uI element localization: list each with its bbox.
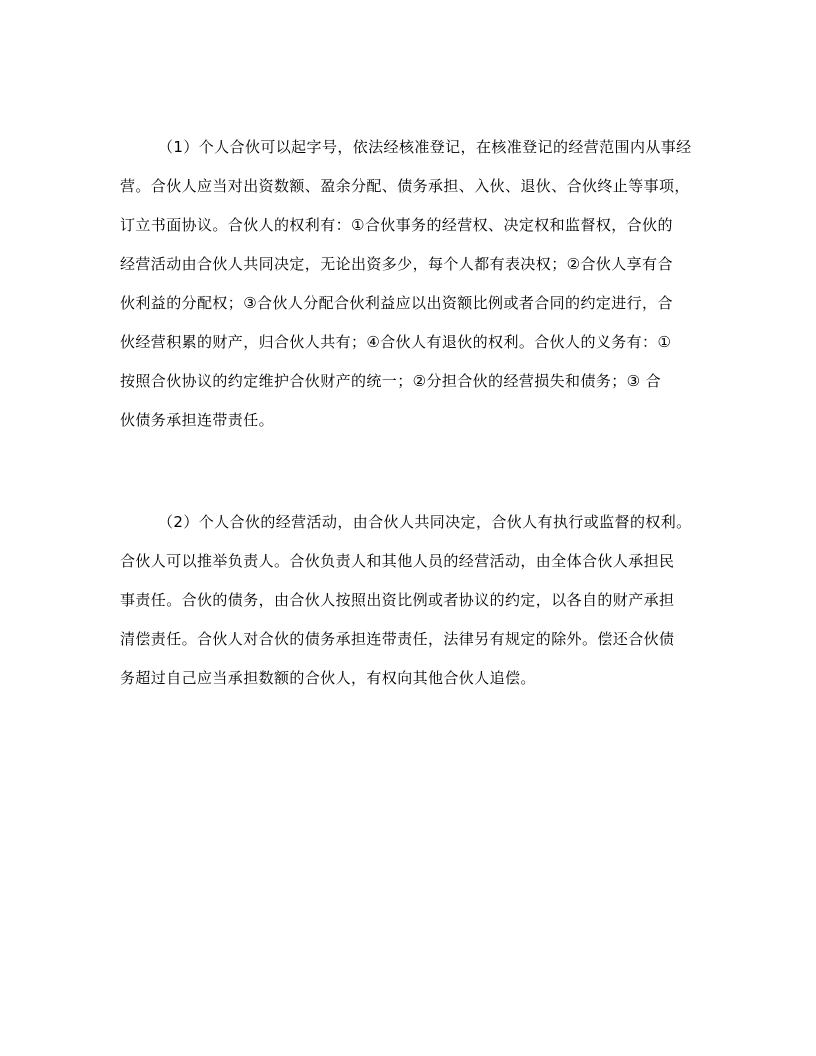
- paragraph-line: 伙经营积累的财产，归合伙人共有；④合伙人有退伙的权利。合伙人的义务有：①: [120, 333, 672, 351]
- paragraph-line: 伙债务承担连带责任。: [120, 411, 275, 429]
- paragraph-2: [120, 503, 702, 698]
- paragraph-line: 务超过自己应当承担数额的合伙人，有权向其他合伙人追偿。: [120, 669, 536, 687]
- paragraph-line: 清偿责任。合伙人对合伙的债务承担连带责任，法律另有规定的除外。偿还合伙债: [120, 630, 675, 648]
- paragraph-line: 伙利益的分配权；③合伙人分配合伙利益应以出资额比例或者合同的约定进行，合: [120, 294, 673, 312]
- paragraph-line: （1）个人合伙可以起字号，依法经核准登记，在核准登记的经营范围内从事经: [158, 138, 692, 156]
- paragraph-line: 事责任。合伙的债务，由合伙人按照出资比例或者协议的约定，以各自的财产承担: [120, 591, 675, 609]
- paragraph-line: 营。合伙人应当对出资数额、盈余分配、债务承担、入伙、退伙、合伙终止等事项，: [120, 177, 690, 195]
- paragraph-1: [120, 128, 702, 440]
- paragraph-line: 订立书面协议。合伙人的权利有：①合伙事务的经营权、决定权和监督权，合伙的: [120, 216, 673, 234]
- paragraph-line: 合伙人可以推举负责人。合伙负责人和其他人员的经营活动，由全体合伙人承担民: [120, 552, 675, 570]
- paragraph-line: （2）个人合伙的经营活动，由合伙人共同决定，合伙人有执行或监督的权利。: [158, 513, 692, 531]
- paragraph-line: 经营活动由合伙人共同决定，无论出资多少，每个人都有表决权；②合伙人享有合: [120, 255, 673, 273]
- paragraph-line: 按照合伙协议的约定维护合伙财产的统一；②分担合伙的经营损失和债务；③ 合: [120, 372, 662, 390]
